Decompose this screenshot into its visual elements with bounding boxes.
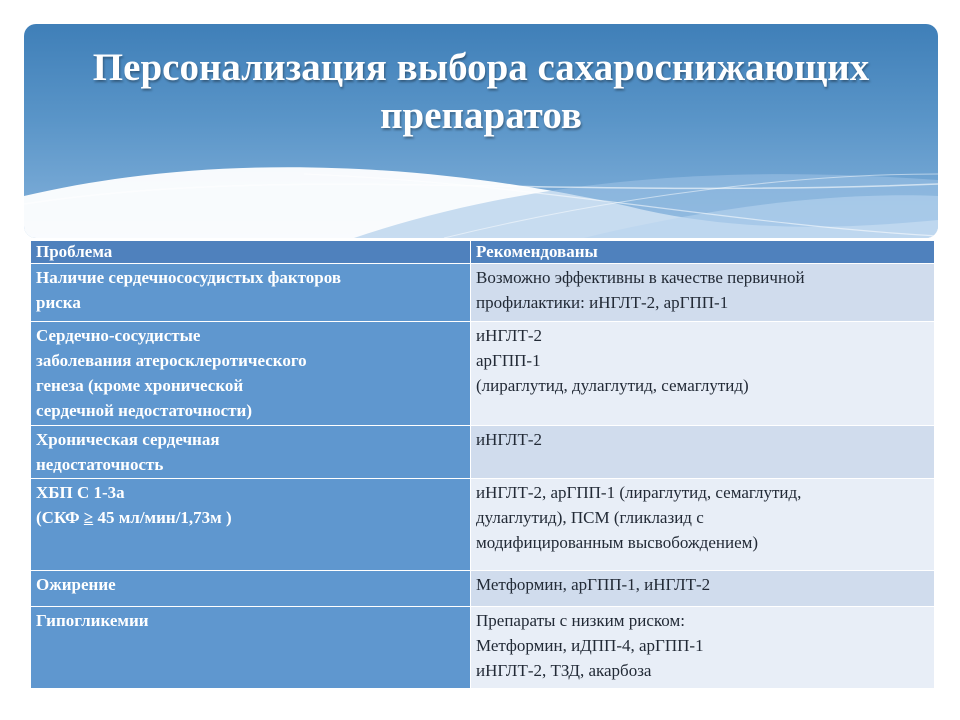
recommended-line: (лираглутид, дулаглутид, семаглутид) xyxy=(476,376,749,395)
recommended-line: иНГЛТ-2 xyxy=(476,430,542,449)
problem-cell xyxy=(31,571,471,607)
recommended-cell xyxy=(471,426,935,479)
recommendations-table xyxy=(30,240,935,689)
problem-line xyxy=(36,505,465,530)
table-row xyxy=(31,479,935,571)
problem-line: заболевания атеросклеротического xyxy=(36,351,307,370)
problem-line: сердечной недостаточности) xyxy=(36,401,252,420)
table-row xyxy=(31,571,935,607)
problem-line: недостаточность xyxy=(36,455,164,474)
recommended-cell xyxy=(471,322,935,426)
problem-cell xyxy=(31,607,471,689)
recommended-line: Препараты с низким риском: xyxy=(476,611,685,630)
recommended-line: профилактики: иНГЛТ-2, арГПП-1 xyxy=(476,293,729,312)
recommended-line: Возможно эффективны в качестве первичной xyxy=(476,268,805,287)
title-line-1: Персонализация выбора сахароснижающих xyxy=(92,46,870,89)
recommended-line: модифицированным высвобождением) xyxy=(476,533,759,552)
problem-line: Сердечно-сосудистые xyxy=(36,326,201,345)
problem-cell xyxy=(31,264,471,322)
problem-line: ХБП С 1-3а xyxy=(36,483,125,502)
recommended-cell xyxy=(471,607,935,689)
greater-equal-sign: ≥ xyxy=(83,508,94,527)
table-row xyxy=(31,426,935,479)
recommended-line: иНГЛТ-2, арГПП-1 (лираглутид, семаглутид, xyxy=(476,483,802,502)
table-header-row xyxy=(31,241,935,264)
title-line-2: препаратов xyxy=(380,94,582,137)
problem-cell xyxy=(31,479,471,571)
table-row xyxy=(31,264,935,322)
recommended-line: иНГЛТ-2, ТЗД, акарбоза xyxy=(476,661,652,680)
table-row xyxy=(31,607,935,689)
problem-line: генеза (кроме хронической xyxy=(36,376,244,395)
problem-line: Ожирение xyxy=(36,575,116,594)
header-problem: Проблема xyxy=(31,241,471,264)
problem-line: риска xyxy=(36,293,81,312)
recommended-line: Метформин, арГПП-1, иНГЛТ-2 xyxy=(476,575,711,594)
problem-text: (СКФ xyxy=(36,508,84,527)
table-row xyxy=(31,322,935,426)
recommended-cell xyxy=(471,479,935,571)
recommended-line: арГПП-1 xyxy=(476,351,541,370)
recommended-line: дулаглутид), ПСМ (гликлазид с xyxy=(476,508,704,527)
problem-text: 45 мл/мин/1,73м ) xyxy=(93,508,232,527)
recommended-cell xyxy=(471,264,935,322)
problem-line: Хроническая сердечная xyxy=(36,430,220,449)
page-title xyxy=(24,44,938,140)
problem-cell xyxy=(31,426,471,479)
problem-line: Наличие сердечнососудистых факторов xyxy=(36,268,342,287)
problem-cell xyxy=(31,322,471,426)
recommended-line: иНГЛТ-2 xyxy=(476,326,542,345)
problem-line: Гипогликемии xyxy=(36,611,149,630)
recommended-line: Метформин, иДПП-4, арГПП-1 xyxy=(476,636,704,655)
recommended-cell xyxy=(471,571,935,607)
header-recommended: Рекомендованы xyxy=(471,241,935,264)
